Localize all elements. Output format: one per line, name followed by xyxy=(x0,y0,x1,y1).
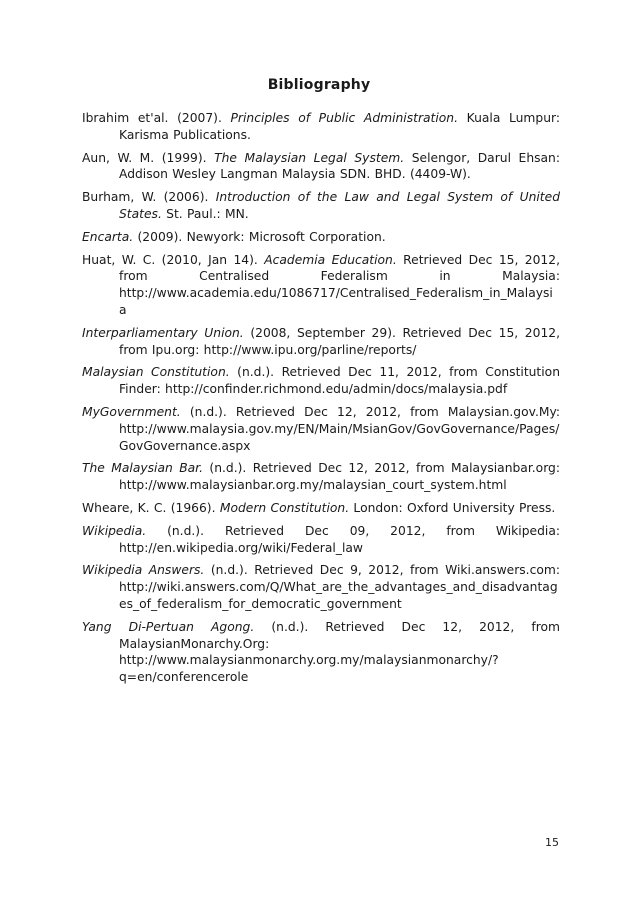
entry-title: Principles of Public Administration. xyxy=(230,111,459,125)
entry-details: Selengor, Darul Ehsan: Addison Wesley Langman Malaysia SDN. BHD. (4409-W). xyxy=(119,150,560,182)
entry-title: The Malaysian Legal System. xyxy=(214,150,405,165)
page-number: 15 xyxy=(545,836,559,849)
entry-details: (2009). Newyork: Microsoft Corporation. xyxy=(133,229,386,244)
entry-title: Wikipedia Answers. xyxy=(82,563,205,578)
entry-author: Burham, W. (2006). xyxy=(82,190,216,205)
entry-title: Introduction of the Law and Legal System of United States. xyxy=(119,190,560,221)
entry-title: MyGovernment. xyxy=(82,404,181,419)
bibliography-entry xyxy=(82,523,560,557)
entry-details: St. Paul.: MN. xyxy=(161,206,249,221)
entry-details: London: Oxford University Press. xyxy=(349,500,556,515)
bibliography-entry xyxy=(82,110,560,144)
bibliography-entry xyxy=(82,252,560,319)
bibliography-entry xyxy=(82,189,560,223)
entry-details: (n.d.). Retrieved Dec 12, 2012, from Malaysian.gov.My: http://www.malaysia.gov.my/EN/Main/MsianGov/GovGovernance/Pages/GovGovernance.aspx xyxy=(119,404,560,453)
entry-title: Academia Education. xyxy=(264,252,397,267)
entry-title: Yang Di-Pertuan Agong. xyxy=(82,619,255,634)
bibliography-entry xyxy=(82,325,560,359)
entry-details: (n.d.). Retrieved Dec 09, 2012, from Wikipedia: http://en.wikipedia.org/wiki/Federal_law xyxy=(119,523,560,555)
entry-author: Huat, W. C. (2010, Jan 14). xyxy=(82,252,265,267)
entry-title: Wikipedia. xyxy=(82,523,147,538)
bibliography-entry xyxy=(82,150,560,184)
entry-title: The Malaysian Bar. xyxy=(82,461,204,476)
bibliography-entry xyxy=(82,619,560,686)
entry-details: Kuala Lumpur: Karisma Publications. xyxy=(119,111,560,142)
entry-title: Encarta. xyxy=(82,229,134,244)
bibliography-entry xyxy=(82,229,560,246)
entry-details: (n.d.). Retrieved Dec 12, 2012, from Malaysianbar.org: http://www.malaysianbar.org.my/malaysian_court_system.html xyxy=(119,461,560,493)
page-title: Bibliography xyxy=(267,77,371,93)
entry-details: (n.d.). Retrieved Dec 12, 2012, from MalaysianMonarchy.Org: http://www.malaysianmonarchy.org.my/malaysianmonarchy/?q=en/conferencerole xyxy=(119,619,560,685)
bibliography-entry xyxy=(82,404,560,454)
bibliography-entry xyxy=(82,460,560,494)
entry-details: Retrieved Dec 15, 2012, from Centralised Federalism in Malaysia: http://www.academia.edu/1086717/Centralised_Federalism_in_Malaysia xyxy=(119,252,560,317)
entry-title: Interparliamentary Union. xyxy=(82,325,244,340)
entry-details: (n.d.). Retrieved Dec 9, 2012, from Wiki.answers.com: http://wiki.answers.com/Q/What_are_the_advantages_and_disadvantages_of_federalism_for_democratic_government xyxy=(119,563,560,611)
entry-details: (2008, September 29). Retrieved Dec 15, 2012, from Ipu.org: http://www.ipu.org/parline/reports/ xyxy=(119,325,560,357)
bibliography-entry xyxy=(82,562,560,612)
entry-title: Modern Constitution. xyxy=(219,500,350,515)
entry-details: (n.d.). Retrieved Dec 11, 2012, from Constitution Finder: http://confinder.richmond.edu/admin/docs/malaysia.pdf xyxy=(119,365,560,397)
bibliography-entry xyxy=(82,500,560,517)
entry-author: Ibrahim et'al. (2007). xyxy=(82,111,231,125)
entry-author: Wheare, K. C. (1966). xyxy=(82,500,220,515)
entry-title: Malaysian Constitution. xyxy=(82,365,230,380)
bibliography-entry xyxy=(82,364,560,398)
bibliography-list xyxy=(82,110,560,692)
entry-author: Aun, W. M. (1999). xyxy=(82,150,215,165)
